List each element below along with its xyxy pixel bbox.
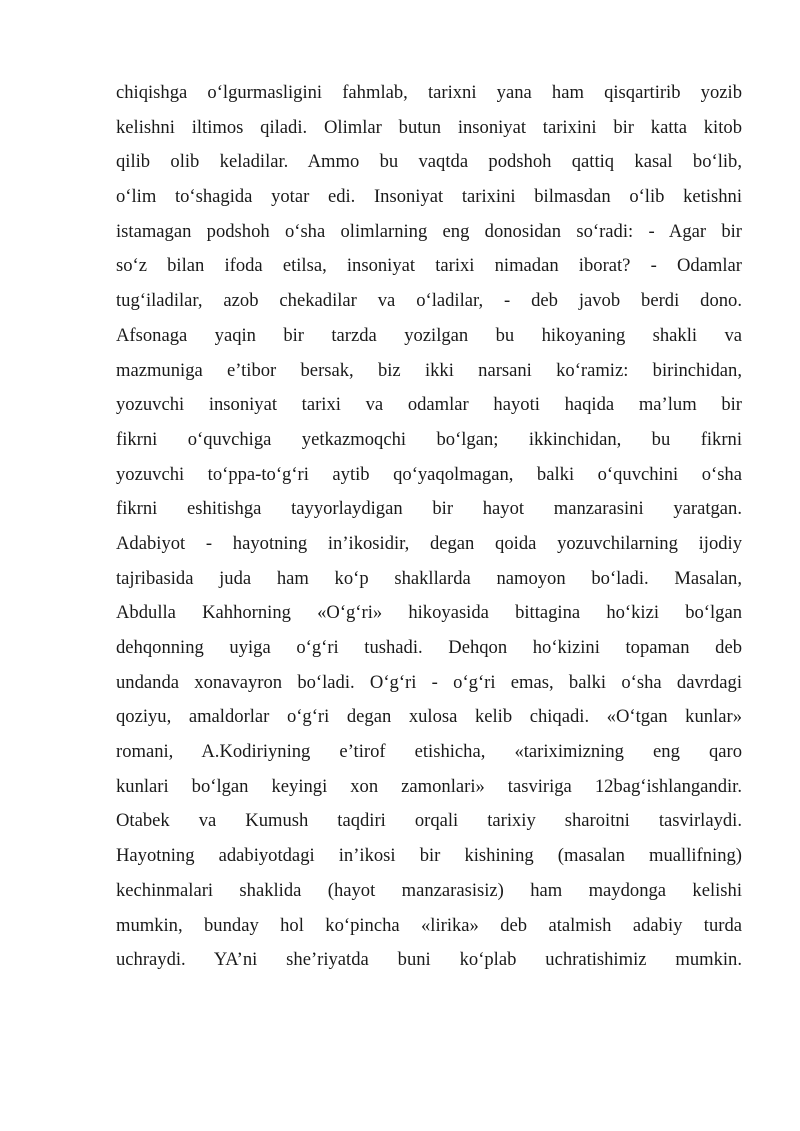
text-line: kunlari bo‘lgan keyingi xon zamonlari» tasviriga 12bag‘ishlangandir. — [116, 775, 742, 797]
text-line: uchraydi. YA’ni she’riyatda buni ko‘plab uchratishimiz mumkin. — [116, 949, 742, 971]
text-line: undanda xonavayron bo‘ladi. O‘g‘ri - o‘g‘ri emas, balki o‘sha davrdagi — [116, 671, 742, 693]
text-line: Hayotning adabiyotdagi in’ikosi bir kishining (masalan muallifning) — [116, 845, 742, 867]
text-line: qilib olib keladilar. Ammo bu vaqtda podshoh qattiq kasal bo‘lib, — [116, 151, 742, 173]
text-line: kechinmalari shaklida (hayot manzarasisiz) ham maydonga kelishi — [116, 879, 742, 901]
text-line: fikrni eshitishga tayyorlaydigan bir hayot manzarasini yaratgan. — [116, 498, 742, 520]
text-line: tajribasida juda ham ko‘p shakllarda namoyon bo‘ladi. Masalan, — [116, 567, 742, 589]
text-line: istamagan podshoh o‘sha olimlarning eng donosidan so‘radi: - Agar bir — [116, 220, 742, 242]
text-line: o‘lim to‘shagida yotar edi. Insoniyat tarixini bilmasdan o‘lib ketishni — [116, 186, 742, 208]
text-line: Afsonaga yaqin bir tarzda yozilgan bu hikoyaning shakli va — [116, 324, 742, 346]
text-line: romani, A.Kodiriyning e’tirof etishicha, «tariximizning eng qaro — [116, 741, 742, 763]
text-line: Adabiyot - hayotning in’ikosidir, degan qoida yozuvchilarning ijodiy — [116, 532, 742, 554]
text-line: kelishni iltimos qiladi. Olimlar butun insoniyat tarixini bir katta kitob — [116, 116, 742, 138]
text-line: dehqonning uyiga o‘g‘ri tushadi. Dehqon ho‘kizini topaman deb — [116, 637, 742, 658]
body-text — [116, 76, 742, 978]
text-line: so‘z bilan ifoda etilsa, insoniyat tarixi nimadan iborat? - Odamlar — [116, 255, 742, 277]
text-line: Abdulla Kahhorning «O‘g‘ri» hikoyasida bittagina ho‘kizi bo‘lgan — [116, 602, 742, 624]
text-line: yozuvchi to‘ppa-to‘g‘ri aytib qo‘yaqolmagan, balki o‘quvchini o‘sha — [116, 463, 742, 485]
text-line: mumkin, bunday hol ko‘pincha «lirika» deb atalmish adabiy turda — [116, 914, 742, 936]
text-line: Otabek va Kumush taqdiri orqali tarixiy sharoitni tasvirlaydi. — [116, 810, 742, 832]
text-line: qoziyu, amaldorlar o‘g‘ri degan xulosa kelib chiqadi. «O‘tgan kunlar» — [116, 706, 742, 728]
text-line: tug‘iladilar, azob chekadilar va o‘ladilar, - deb javob berdi dono. — [116, 290, 742, 312]
text-line: yozuvchi insoniyat tarixi va odamlar hayoti haqida ma’lum bir — [116, 394, 742, 416]
text-line: mazmuniga e’tibor bersak, biz ikki narsani ko‘ramiz: birinchidan, — [116, 359, 742, 381]
text-line: chiqishga o‘lgurmasligini fahmlab, tarixni yana ham qisqartirib yozib — [116, 82, 742, 103]
text-line: fikrni o‘quvchiga yetkazmoqchi bo‘lgan; ikkinchidan, bu fikrni — [116, 428, 742, 450]
